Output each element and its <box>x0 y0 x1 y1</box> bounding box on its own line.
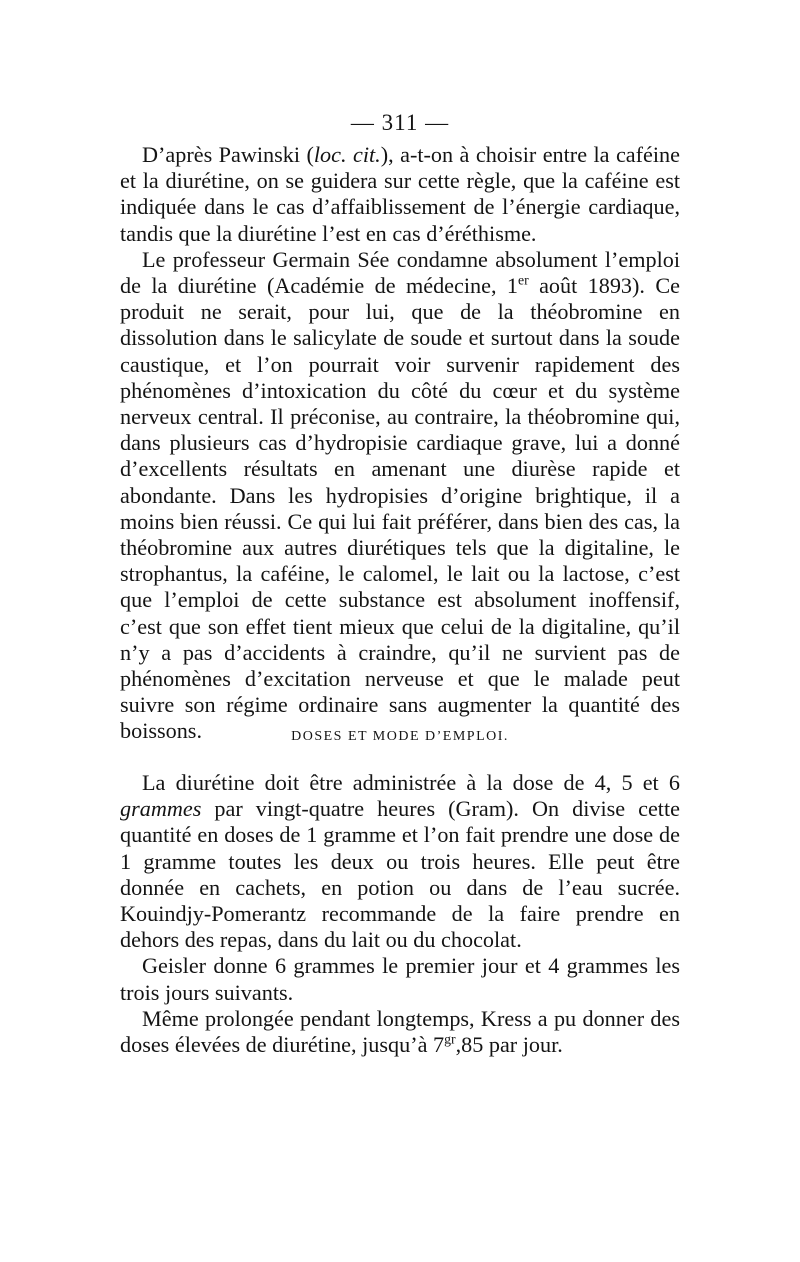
paragraph-geisler <box>120 953 680 1005</box>
text-block-upper <box>120 142 680 745</box>
paragraph-text: La diurétine doit être administrée à la dose de 4, 5 et 6 <box>142 770 680 795</box>
paragraph-text: par vingt-quatre heures (Gram). On divise cette quantité en doses de 1 gramme et l’on fait prendre une dose de 1 gramme toutes les deux ou trois heures. Elle peut être donnée en cachets, en potion ou dans de l’eau sucrée. Kouindjy-Pomerantz recommande de la faire prendre en dehors des repas, dans du lait ou du chocolat. <box>120 796 680 953</box>
paragraph-text: Le professeur Germain Sée condamne absolument l’emploi de la diurétine (Académie de médecine, 1 <box>120 246 680 299</box>
paragraph-text: Même prolongée pendant longtemps, Kress a pu donner des doses élevées de diurétine, jusqu’à 7 <box>120 1005 680 1058</box>
paragraph-kress <box>120 1006 680 1058</box>
paragraph-dosage <box>120 770 680 953</box>
page-number: — 311 — <box>350 110 450 135</box>
paragraph-text: Geisler donne 6 grammes le premier jour et 4 grammes les trois jours suivants. <box>120 953 680 1005</box>
paragraph-pawinski <box>120 142 680 247</box>
paragraph-text: ), a-t-on à choisir entre la caféine et la diurétine, on se guidera sur cette règle, que la caféine est indiquée dans le cas d’affaiblissement de l’énergie cardiaque, tandis que la diurétine l’est en cas d’éréthisme. <box>120 142 680 246</box>
italic-word: grammes <box>120 796 202 822</box>
paragraph-text: ,85 par jour. <box>455 1032 563 1058</box>
paragraph-text: août 1893). Ce produit ne serait, pour lui, que de la théobromine en dissolution dans le salicylate de soude et surtout dans la soude caustique, et l’on pourrait voir survenir rapidement des phénomènes d’intoxication du côté du cœur et du système nerveux central. Il préconise, au contraire, la théobromine qui, dans plusieurs cas d’hydropisie cardiaque grave, lui a donné d’excellents résultats en amenant une diurèse rapide et abondante. Dans les hydropisies d’origine brightique, il a moins bien réussi. Ce qui lui fait préférer, dans bien des cas, la théobromine aux autres diurétiques tels que la digitaline, le strophantus, la caféine, le calomel, le lait ou la lactose, c’est que l’emploi de cette substance est absolument inoffensif, c’est que son effet tient mieux que celui de la digitaline, qu’il n’y a pas d’accidents à craindre, qu’il ne survient pas de phénomènes d’excitation nerveuse et que le malade peut suivre son régime ordinaire sans augmenter la quantité des boissons. <box>120 273 680 744</box>
italic-citation: loc. cit. <box>313 142 381 167</box>
section-heading: DOSES ET MODE D’EMPLOI. <box>291 729 509 744</box>
paragraph-text: D’après Pawinski ( <box>142 142 314 167</box>
paragraph-germain-see <box>120 247 680 745</box>
text-block-lower <box>120 770 680 1058</box>
superscript: gr <box>444 1031 456 1047</box>
superscript: er <box>518 272 529 288</box>
